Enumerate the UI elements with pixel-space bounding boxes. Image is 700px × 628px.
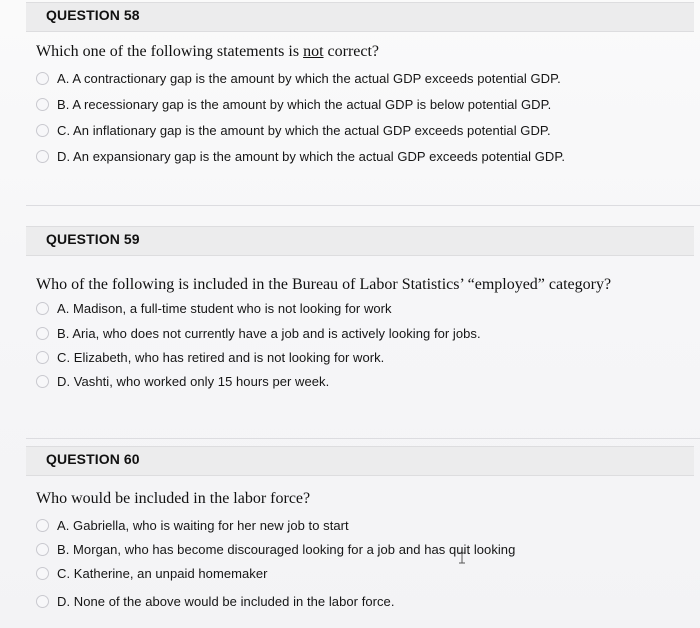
question-60-option-b[interactable] bbox=[36, 538, 515, 560]
option-label: A. Madison, a full-time student who is not looking for work bbox=[57, 300, 392, 316]
question-58-title: QUESTION 58 bbox=[46, 7, 140, 23]
question-59-option-a[interactable] bbox=[36, 297, 392, 319]
section-divider bbox=[26, 438, 700, 439]
radio-button[interactable] bbox=[36, 543, 49, 556]
option-label: B. A recessionary gap is the amount by which the actual GDP is below potential GDP. bbox=[57, 96, 552, 112]
radio-button[interactable] bbox=[36, 150, 49, 163]
question-58-prompt-prefix: Which one of the following statements is bbox=[36, 43, 304, 60]
question-59-option-b[interactable] bbox=[36, 322, 481, 344]
radio-button[interactable] bbox=[36, 72, 49, 85]
question-58-prompt-emphasis: not bbox=[303, 43, 324, 60]
question-60-option-c[interactable] bbox=[36, 562, 268, 584]
radio-button[interactable] bbox=[36, 519, 49, 532]
question-58-option-a[interactable] bbox=[36, 67, 561, 89]
question-58-prompt bbox=[36, 43, 379, 61]
question-60-header bbox=[26, 446, 694, 476]
radio-button[interactable] bbox=[36, 595, 49, 608]
option-label: C. Elizabeth, who has retired and is not looking for work. bbox=[57, 349, 385, 365]
question-58-prompt-suffix: correct? bbox=[323, 43, 380, 60]
question-58-option-b[interactable] bbox=[36, 93, 551, 115]
radio-button[interactable] bbox=[36, 124, 49, 137]
option-label: C. Katherine, an unpaid homemaker bbox=[57, 565, 268, 581]
radio-button[interactable] bbox=[36, 327, 49, 340]
radio-button[interactable] bbox=[36, 351, 49, 364]
option-label: C. An inflationary gap is the amount by which the actual GDP exceeds potential GDP. bbox=[57, 122, 551, 138]
radio-button[interactable] bbox=[36, 375, 49, 388]
question-60-option-d[interactable] bbox=[36, 590, 395, 612]
question-59-title: QUESTION 59 bbox=[46, 231, 140, 247]
option-label: D. An expansionary gap is the amount by which the actual GDP exceeds potential GDP. bbox=[57, 148, 566, 164]
question-58-option-c[interactable] bbox=[36, 119, 551, 141]
option-label: B. Aria, who does not currently have a job and is actively looking for jobs. bbox=[57, 325, 481, 341]
section-divider bbox=[26, 205, 700, 206]
option-label: B. Morgan, who has become discouraged looking for a job and has quit looking bbox=[57, 541, 516, 557]
radio-button[interactable] bbox=[36, 567, 49, 580]
question-60-option-a[interactable] bbox=[36, 514, 349, 536]
question-60-prompt: Who would be included in the labor force? bbox=[36, 490, 311, 507]
radio-button[interactable] bbox=[36, 98, 49, 111]
question-59-option-d[interactable] bbox=[36, 370, 329, 392]
question-59-option-c[interactable] bbox=[36, 346, 384, 368]
question-58-option-d[interactable] bbox=[36, 145, 565, 167]
question-58-header bbox=[26, 2, 694, 32]
question-59-header bbox=[26, 226, 694, 256]
option-label: D. Vashti, who worked only 15 hours per week. bbox=[57, 373, 330, 389]
question-60-title: QUESTION 60 bbox=[46, 451, 140, 467]
radio-button[interactable] bbox=[36, 302, 49, 315]
option-label: D. None of the above would be included in the labor force. bbox=[57, 593, 395, 609]
text-cursor-icon bbox=[458, 552, 466, 564]
option-label: A. A contractionary gap is the amount by which the actual GDP exceeds potential GDP. bbox=[57, 70, 561, 86]
option-label: A. Gabriella, who is waiting for her new job to start bbox=[57, 517, 349, 533]
question-59-prompt: Who of the following is included in the Bureau of Labor Statistics’ “employed” category? bbox=[36, 276, 612, 293]
